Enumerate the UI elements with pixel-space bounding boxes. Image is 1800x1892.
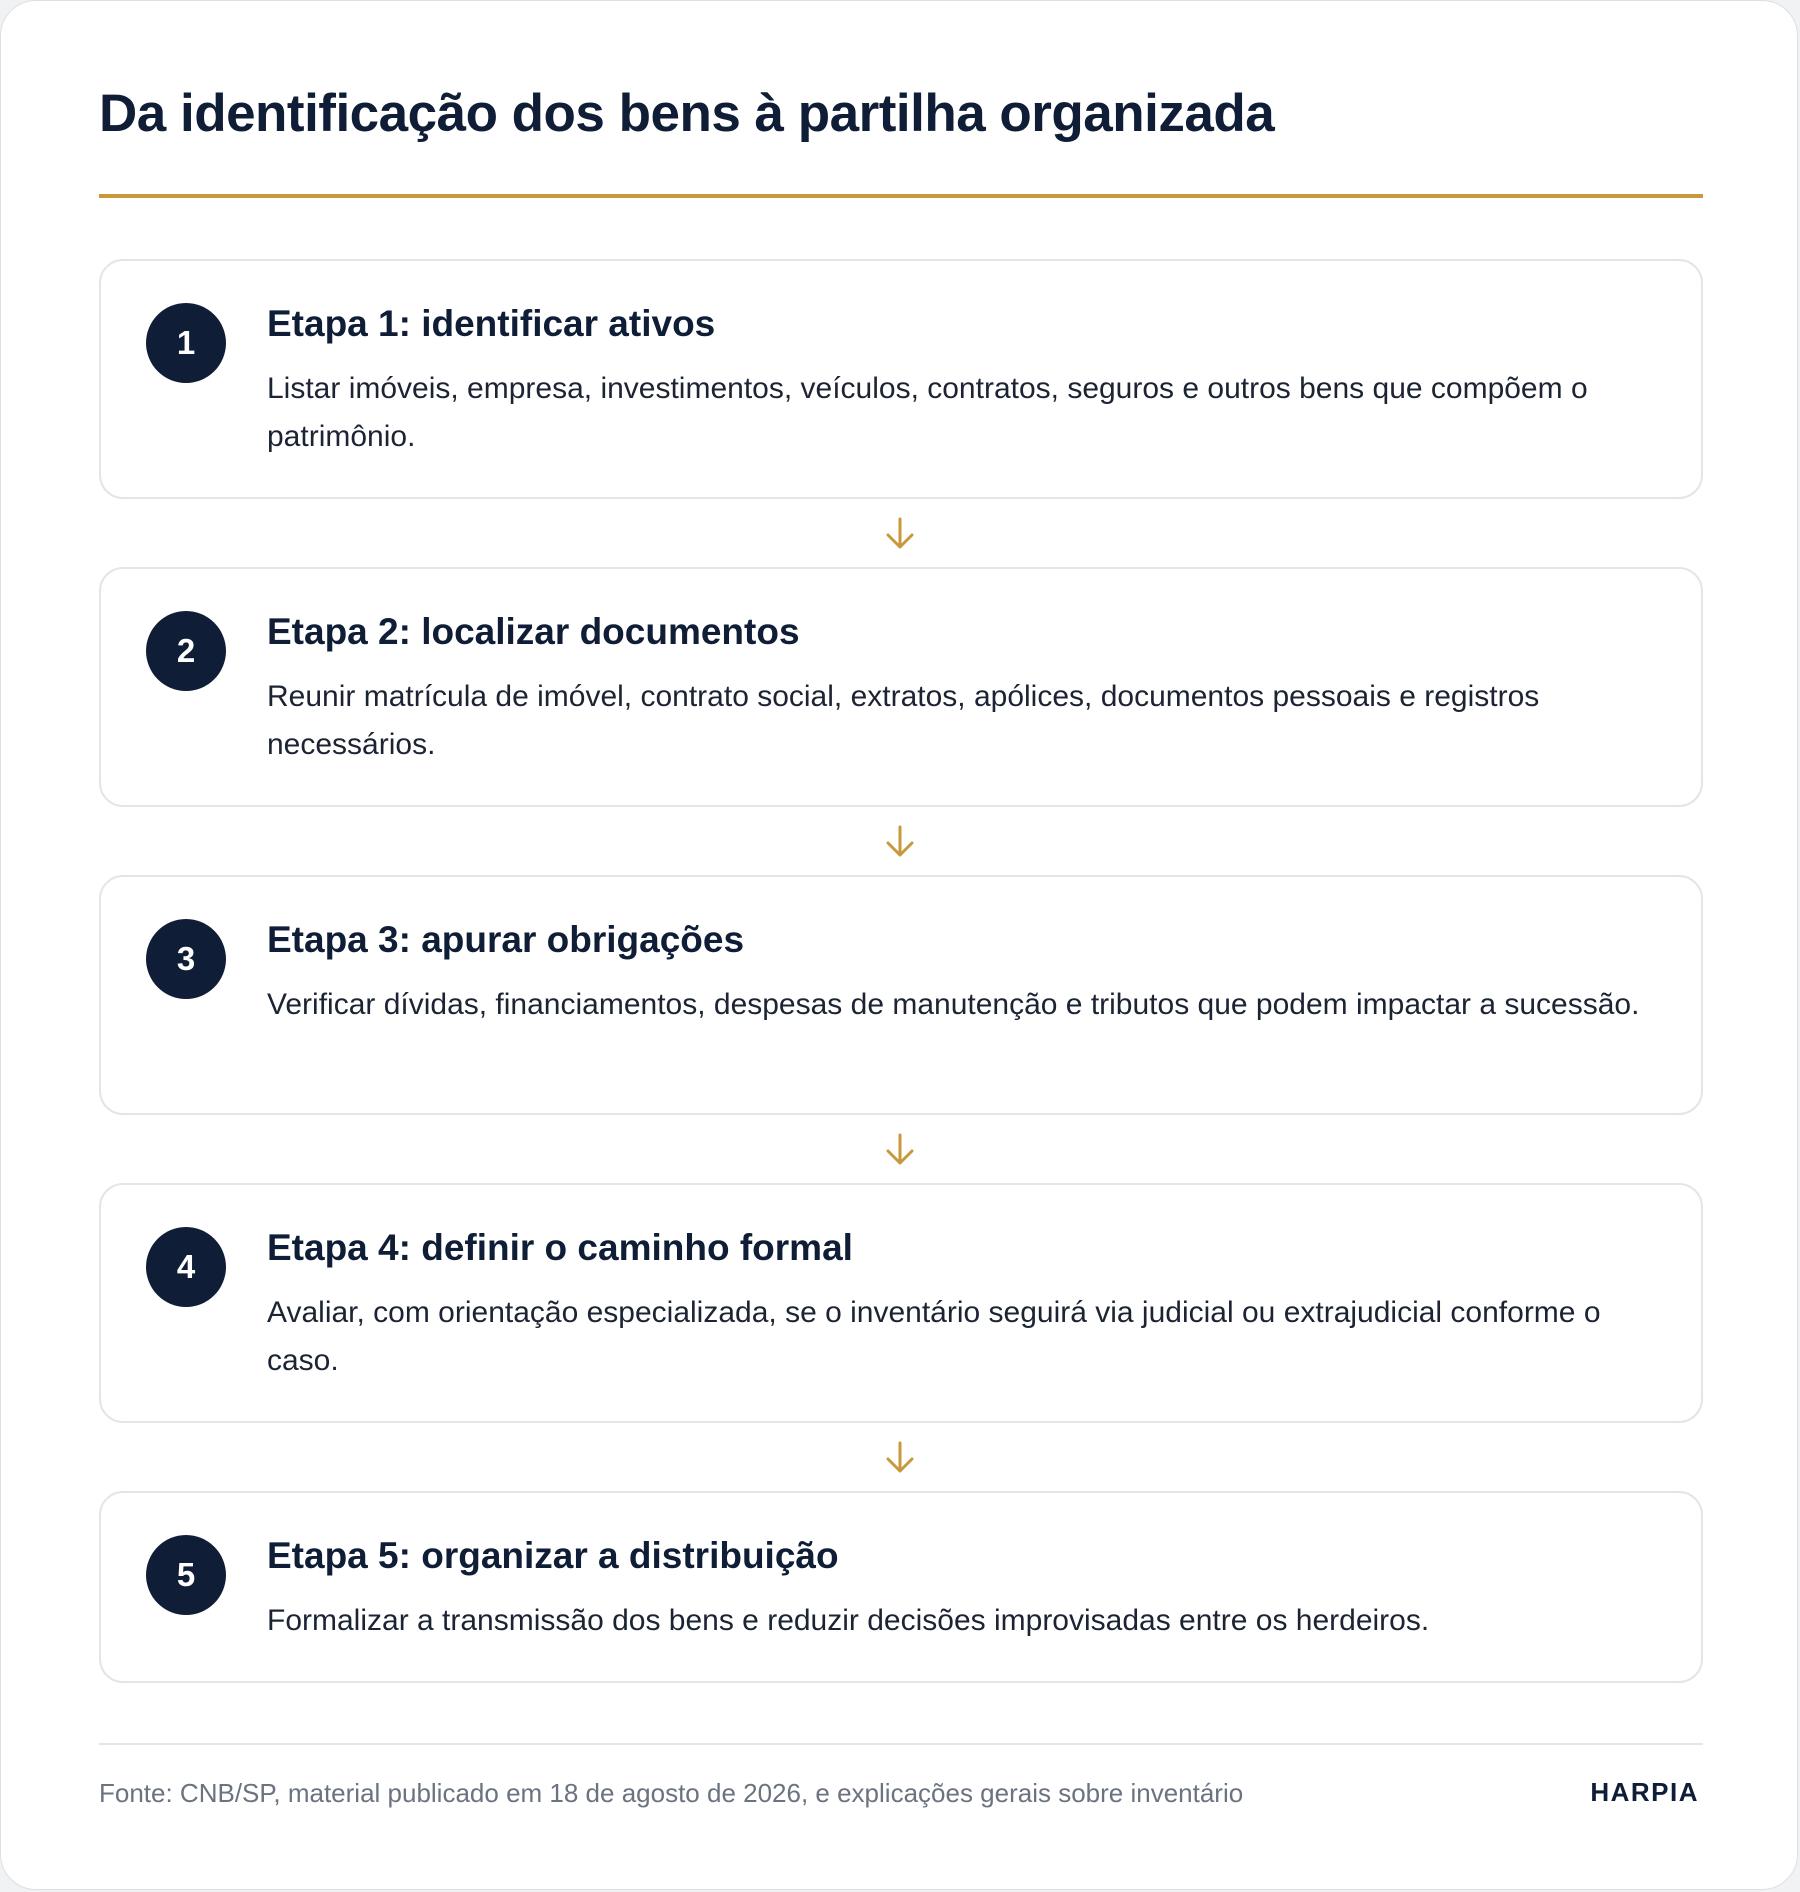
step-title: Etapa 4: definir o caminho formal: [267, 1227, 853, 1268]
page-title: Da identificação dos bens à partilha organizada: [99, 84, 1275, 143]
arrow-down-icon: [883, 824, 917, 860]
step-description: Listar imóveis, empresa, investimentos, veículos, contratos, seguros e outros bens que compõem o patrimônio.: [267, 372, 1588, 453]
step-number-badge: 4: [146, 1227, 226, 1307]
arrow-down-icon: [883, 516, 917, 552]
footer-divider: [99, 1743, 1703, 1745]
step-card-1: [99, 259, 1703, 499]
step-card-2: [99, 567, 1703, 807]
step-description: Avaliar, com orientação especializada, se o inventário seguirá via judicial ou extrajudicial conforme o caso.: [267, 1296, 1601, 1377]
step-title: Etapa 5: organizar a distribuição: [267, 1535, 839, 1576]
step-title: Etapa 1: identificar ativos: [267, 303, 716, 344]
brand-logo: HARPIA: [1590, 1777, 1699, 1807]
step-description: Verificar dívidas, financiamentos, despesas de manutenção e tributos que podem impactar a sucessão.: [267, 988, 1640, 1021]
step-title: Etapa 3: apurar obrigações: [267, 919, 745, 960]
step-card-3: [99, 875, 1703, 1115]
step-title: Etapa 2: localizar documentos: [267, 611, 800, 652]
arrow-down-icon: [883, 1440, 917, 1476]
source-note: Fonte: CNB/SP, material publicado em 18 de agosto de 2026, e explicações gerais sobre inventário: [99, 1778, 1244, 1808]
step-number-badge: 3: [146, 919, 226, 999]
step-number-badge: 2: [146, 611, 226, 691]
step-number-badge: 1: [146, 303, 226, 383]
step-description: Reunir matrícula de imóvel, contrato social, extratos, apólices, documentos pessoais e registros necessários.: [267, 680, 1540, 761]
step-card-4: [99, 1183, 1703, 1423]
step-number-badge: 5: [146, 1535, 226, 1615]
step-card-5: [99, 1491, 1703, 1683]
step-description: Formalizar a transmissão dos bens e reduzir decisões improvisadas entre os herdeiros.: [267, 1604, 1430, 1637]
title-divider: [99, 194, 1703, 198]
arrow-down-icon: [883, 1132, 917, 1168]
